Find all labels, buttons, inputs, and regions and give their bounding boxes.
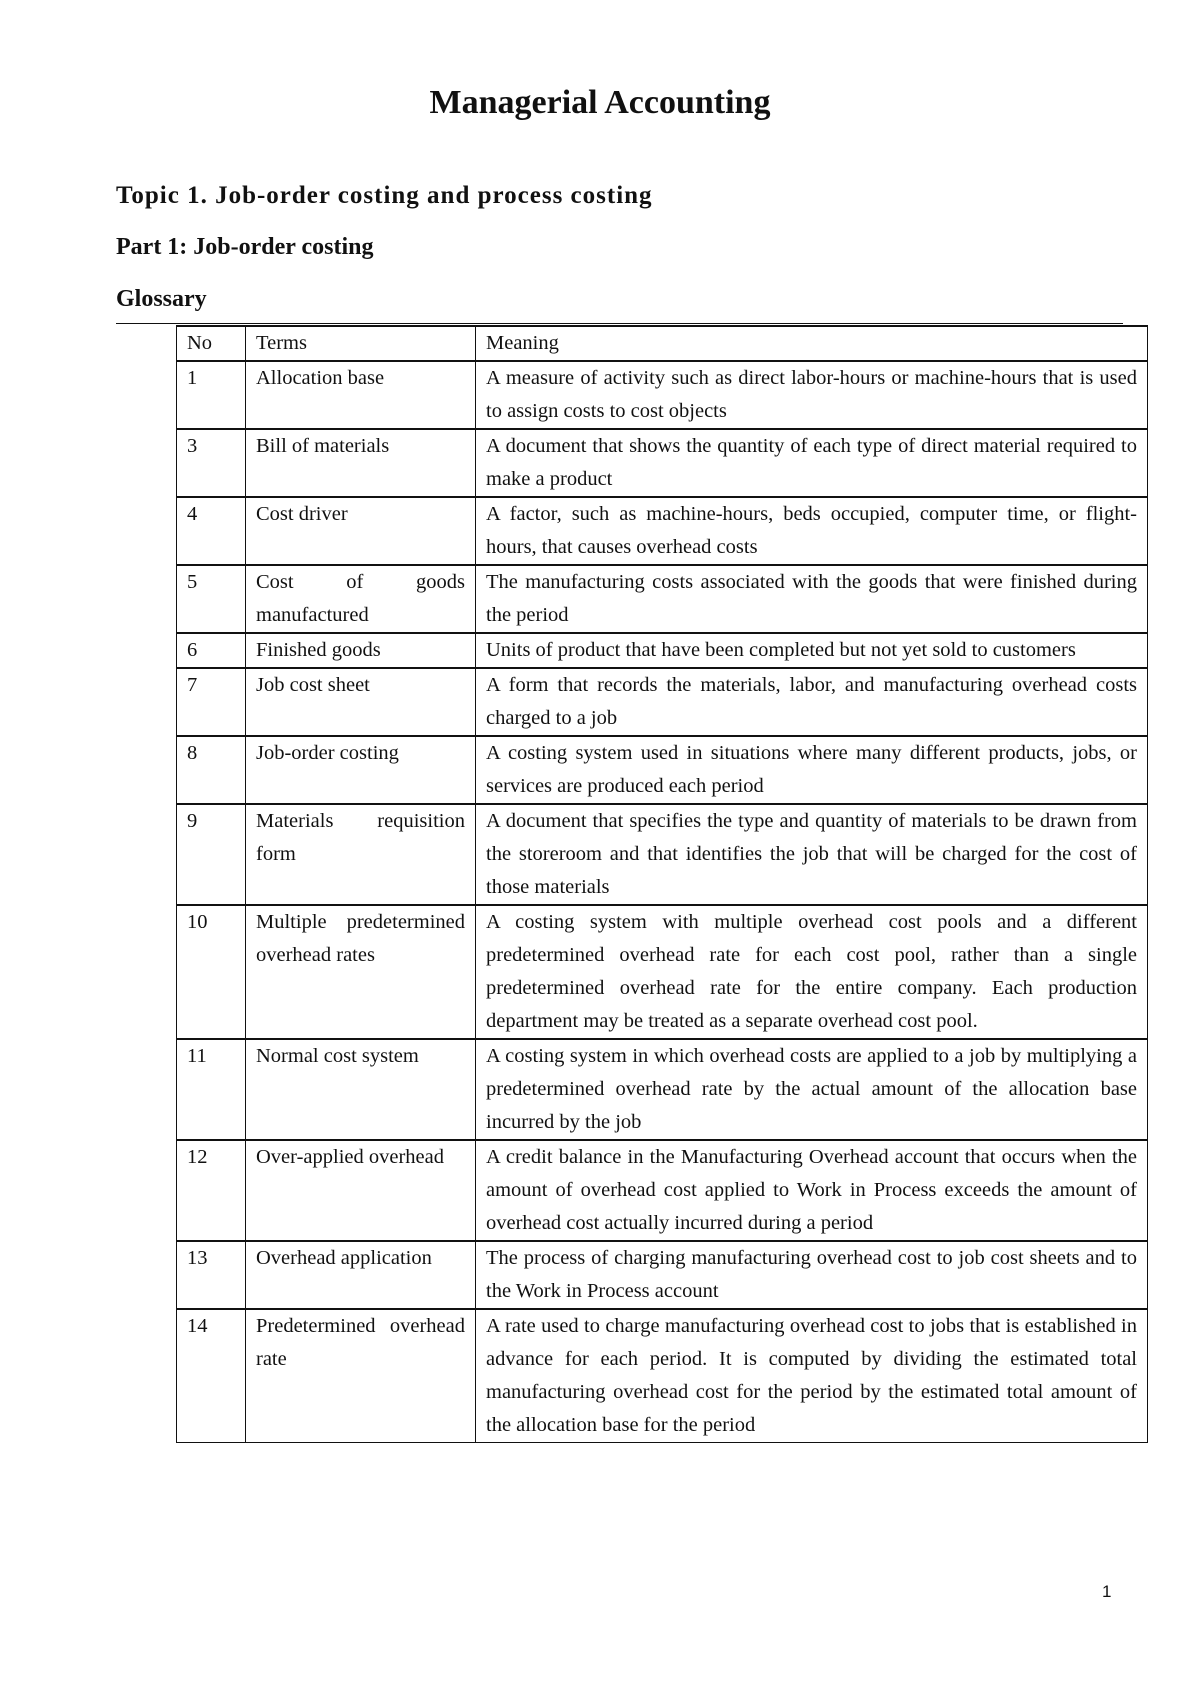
row-meaning: A costing system in which overhead costs are applied to a job by multiplying a predetermined overhead rate by the actual amount of the allocation base incurred by the job [476, 1039, 1148, 1140]
table-row [177, 633, 1148, 668]
row-number: 9 [177, 804, 246, 905]
row-number: 5 [177, 565, 246, 633]
row-term: Over-applied overhead [246, 1140, 476, 1241]
glossary-table-body [177, 326, 1148, 1443]
row-term: Materials requisition form [246, 804, 476, 905]
row-meaning: The process of charging manufacturing overhead cost to job cost sheets and to the Work in Process account [476, 1241, 1148, 1309]
row-number: 3 [177, 429, 246, 497]
row-meaning: A costing system used in situations where many different products, jobs, or services are produced each period [476, 736, 1148, 804]
row-term: Multiple predetermined overhead rates [246, 905, 476, 1039]
table-row [177, 1039, 1148, 1140]
row-number: 12 [177, 1140, 246, 1241]
row-term: Predetermined overhead rate [246, 1309, 476, 1443]
table-row [177, 804, 1148, 905]
table-row [177, 668, 1148, 736]
document-title: Managerial Accounting [429, 84, 771, 121]
row-meaning: The manufacturing costs associated with the goods that were finished during the period [476, 565, 1148, 633]
row-number: 8 [177, 736, 246, 804]
row-number: 7 [177, 668, 246, 736]
table-row [177, 565, 1148, 633]
row-term: Job-order costing [246, 736, 476, 804]
row-number: 1 [177, 361, 246, 429]
row-term: Normal cost system [246, 1039, 476, 1140]
row-meaning: A credit balance in the Manufacturing Overhead account that occurs when the amount of overhead cost applied to Work in Process exceeds the amount of overhead cost actually incurred during a period [476, 1140, 1148, 1241]
page-number: 1 [1102, 1582, 1112, 1601]
row-term: Cost of goods manufactured [246, 565, 476, 633]
heading-rule [116, 323, 1123, 324]
row-number: 4 [177, 497, 246, 565]
table-row [177, 905, 1148, 1039]
header-no: No [177, 326, 246, 361]
row-number: 13 [177, 1241, 246, 1309]
row-meaning: A factor, such as machine-hours, beds occupied, computer time, or flight-hours, that causes overhead costs [476, 497, 1148, 565]
row-meaning: A rate used to charge manufacturing overhead cost to jobs that is established in advance for each period. It is computed by dividing the estimated total manufacturing overhead cost for the period by the estimated total amount of the allocation base for the period [476, 1309, 1148, 1443]
row-number: 6 [177, 633, 246, 668]
row-meaning: A document that shows the quantity of each type of direct material required to make a product [476, 429, 1148, 497]
row-number: 10 [177, 905, 246, 1039]
table-row [177, 1241, 1148, 1309]
row-meaning: A document that specifies the type and quantity of materials to be drawn from the storeroom and that identifies the job that will be charged for the cost of those materials [476, 804, 1148, 905]
header-terms: Terms [246, 326, 476, 361]
row-term: Allocation base [246, 361, 476, 429]
table-row [177, 497, 1148, 565]
glossary-table [176, 325, 1148, 1443]
row-meaning: A form that records the materials, labor, and manufacturing overhead costs charged to a job [476, 668, 1148, 736]
row-number: 11 [177, 1039, 246, 1140]
row-term: Job cost sheet [246, 668, 476, 736]
row-term: Overhead application [246, 1241, 476, 1309]
row-meaning: Units of product that have been completed but not yet sold to customers [476, 633, 1148, 668]
row-meaning: A measure of activity such as direct labor-hours or machine-hours that is used to assign costs to cost objects [476, 361, 1148, 429]
row-term: Bill of materials [246, 429, 476, 497]
row-number: 14 [177, 1309, 246, 1443]
table-row [177, 1140, 1148, 1241]
row-term: Cost driver [246, 497, 476, 565]
table-row [177, 361, 1148, 429]
table-header-row [177, 326, 1148, 361]
topic-heading: Topic 1. Job-order costing and process costing [116, 182, 653, 209]
part-heading: Part 1: Job-order costing [116, 234, 374, 260]
header-meaning: Meaning [476, 326, 1148, 361]
row-meaning: A costing system with multiple overhead cost pools and a different predetermined overhead rate for each cost pool, rather than a single predetermined overhead rate for the entire company. Each production department may be treated as a separate overhead cost pool. [476, 905, 1148, 1039]
table-row [177, 736, 1148, 804]
table-row [177, 1309, 1148, 1443]
table-row [177, 429, 1148, 497]
glossary-heading: Glossary [116, 286, 207, 312]
row-term: Finished goods [246, 633, 476, 668]
